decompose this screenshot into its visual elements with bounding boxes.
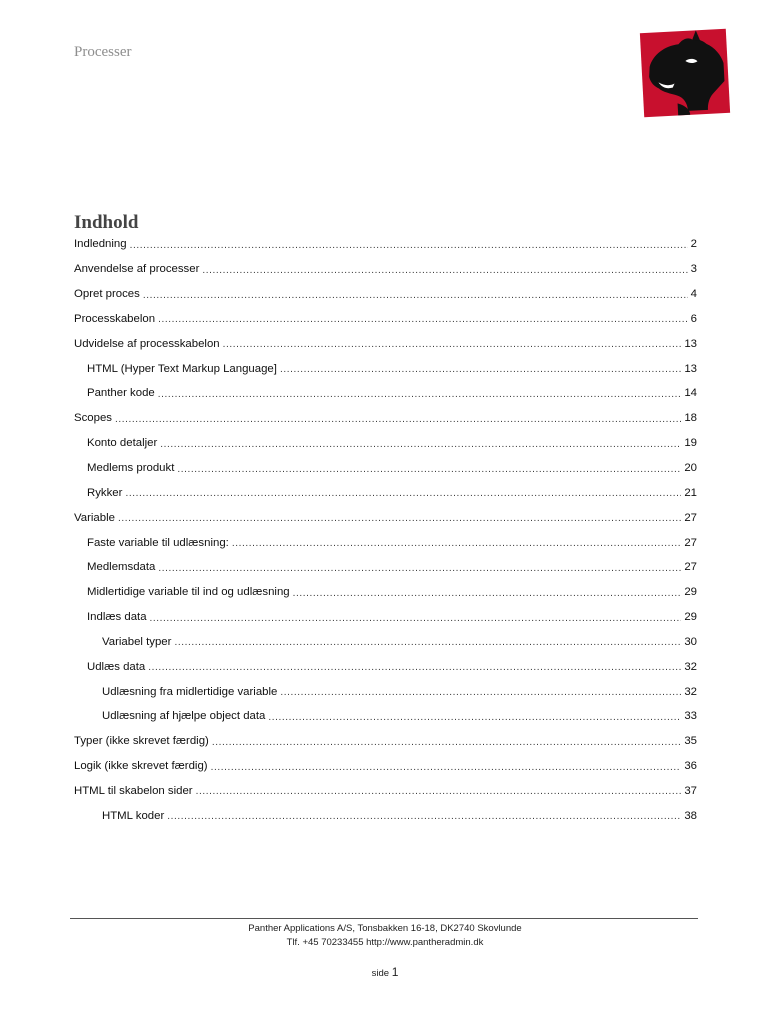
toc-entry[interactable] <box>74 654 697 679</box>
toc-entry-title: Medlemsdata <box>87 561 156 574</box>
toc-entry-title: Scopes <box>74 412 112 425</box>
toc-entry-title: HTML koder <box>102 809 165 822</box>
toc-entry-page: 35 <box>684 735 697 748</box>
toc-dot-leader <box>174 637 681 648</box>
toc-entry-page: 33 <box>684 710 697 723</box>
toc-entry-title: Variabel typer <box>102 635 172 648</box>
toc-dot-leader <box>202 265 687 276</box>
toc-entry-page: 38 <box>684 809 697 822</box>
toc-entry-page: 19 <box>684 437 697 450</box>
toc-entry[interactable] <box>74 356 697 381</box>
toc-entry-title: Konto detaljer <box>87 437 158 450</box>
toc-dot-leader <box>125 488 681 499</box>
toc-dot-leader <box>160 439 681 450</box>
toc-entry[interactable] <box>74 406 697 431</box>
panther-logo-icon <box>636 25 734 121</box>
toc-dot-leader <box>280 364 681 375</box>
toc-dot-leader <box>223 339 682 350</box>
toc-entry[interactable] <box>74 480 697 505</box>
toc-entry[interactable] <box>74 729 697 754</box>
toc-entry[interactable] <box>74 307 697 332</box>
toc-entry[interactable] <box>74 431 697 456</box>
page-number-value: 1 <box>391 965 399 979</box>
toc-entry[interactable] <box>74 779 697 804</box>
toc-entry-page: 13 <box>684 337 697 350</box>
table-of-contents <box>74 232 697 828</box>
toc-entry[interactable] <box>74 555 697 580</box>
toc-entry-title: Logik (ikke skrevet færdig) <box>74 760 208 773</box>
toc-dot-leader <box>115 414 681 425</box>
toc-dot-leader <box>148 662 681 673</box>
toc-entry-title: Udlæsning fra midlertidige variable <box>102 685 278 698</box>
toc-entry-page: 6 <box>690 312 697 325</box>
toc-entry-page: 36 <box>684 760 697 773</box>
toc-entry-page: 13 <box>684 362 697 375</box>
toc-entry[interactable] <box>74 505 697 530</box>
toc-dot-leader <box>158 389 682 400</box>
toc-dot-leader <box>232 538 682 549</box>
toc-entry-title: Faste variable til udlæsning: <box>87 536 229 549</box>
toc-entry[interactable] <box>74 282 697 307</box>
toc-entry-page: 27 <box>684 536 697 549</box>
toc-entry-page: 2 <box>690 238 697 251</box>
toc-entry-title: HTML (Hyper Text Markup Language] <box>87 362 277 375</box>
toc-entry[interactable] <box>74 331 697 356</box>
page-number-label: side <box>371 968 390 979</box>
toc-entry[interactable] <box>74 803 697 828</box>
toc-entry-page: 4 <box>690 288 697 301</box>
toc-entry-title: Opret proces <box>74 288 140 301</box>
toc-entry[interactable] <box>74 754 697 779</box>
toc-dot-leader <box>212 737 682 748</box>
toc-entry-page: 21 <box>684 486 697 499</box>
toc-dot-leader <box>118 513 681 524</box>
toc-entry-page: 27 <box>684 511 697 524</box>
toc-dot-leader <box>196 786 682 797</box>
toc-entry[interactable] <box>74 257 697 282</box>
toc-entry-title: Processkabelon <box>74 312 156 325</box>
toc-entry-page: 37 <box>684 784 697 797</box>
toc-dot-leader <box>177 464 681 475</box>
toc-dot-leader <box>158 563 681 574</box>
toc-entry[interactable] <box>74 232 697 257</box>
toc-entry-page: 32 <box>684 685 697 698</box>
toc-entry[interactable] <box>74 530 697 555</box>
toc-dot-leader <box>167 811 681 822</box>
toc-entry-title: Indledning <box>74 238 127 251</box>
toc-heading: Indhold <box>74 212 139 233</box>
toc-entry[interactable] <box>74 630 697 655</box>
toc-entry[interactable] <box>74 381 697 406</box>
toc-entry[interactable] <box>74 580 697 605</box>
toc-entry-page: 29 <box>684 586 697 599</box>
toc-entry[interactable] <box>74 605 697 630</box>
toc-entry[interactable] <box>74 704 697 729</box>
toc-entry-page: 30 <box>684 635 697 648</box>
toc-entry-page: 3 <box>690 263 697 276</box>
page-number <box>0 965 770 979</box>
toc-entry-page: 18 <box>684 412 697 425</box>
toc-dot-leader <box>150 613 682 624</box>
toc-entry-title: Anvendelse af processer <box>74 263 200 276</box>
toc-dot-leader <box>130 240 688 251</box>
header-title: Processer <box>74 44 132 60</box>
toc-dot-leader <box>268 712 681 723</box>
toc-entry-title: Rykker <box>87 486 123 499</box>
toc-entry-page: 27 <box>684 561 697 574</box>
footer-address: Panther Applications A/S, Tonsbakken 16-18, DK2740 Skovlunde <box>248 923 522 934</box>
toc-entry[interactable] <box>74 456 697 481</box>
toc-entry-page: 20 <box>684 462 697 475</box>
toc-dot-leader <box>211 762 682 773</box>
toc-entry-page: 14 <box>684 387 697 400</box>
toc-dot-leader <box>293 588 682 599</box>
toc-entry-title: Indlæs data <box>87 611 147 624</box>
toc-entry-page: 29 <box>684 611 697 624</box>
footer-divider <box>70 918 698 919</box>
toc-entry-title: Udvidelse af processkabelon <box>74 337 220 350</box>
toc-entry-title: Midlertidige variable til ind og udlæsning <box>87 586 290 599</box>
toc-entry-title: Udlæsning af hjælpe object data <box>102 710 266 723</box>
toc-dot-leader <box>280 687 681 698</box>
toc-dot-leader <box>158 314 688 325</box>
toc-entry-title: Udlæs data <box>87 660 146 673</box>
toc-entry-page: 32 <box>684 660 697 673</box>
toc-entry-title: HTML til skabelon sider <box>74 784 193 797</box>
toc-entry[interactable] <box>74 679 697 704</box>
footer-contact: Tlf. +45 70233455 http://www.pantheradmin.dk <box>286 937 484 948</box>
toc-entry-title: Medlems produkt <box>87 462 175 475</box>
toc-entry-title: Variable <box>74 511 115 524</box>
toc-dot-leader <box>143 290 688 301</box>
toc-entry-title: Typer (ikke skrevet færdig) <box>74 735 209 748</box>
toc-entry-title: Panther kode <box>87 387 155 400</box>
